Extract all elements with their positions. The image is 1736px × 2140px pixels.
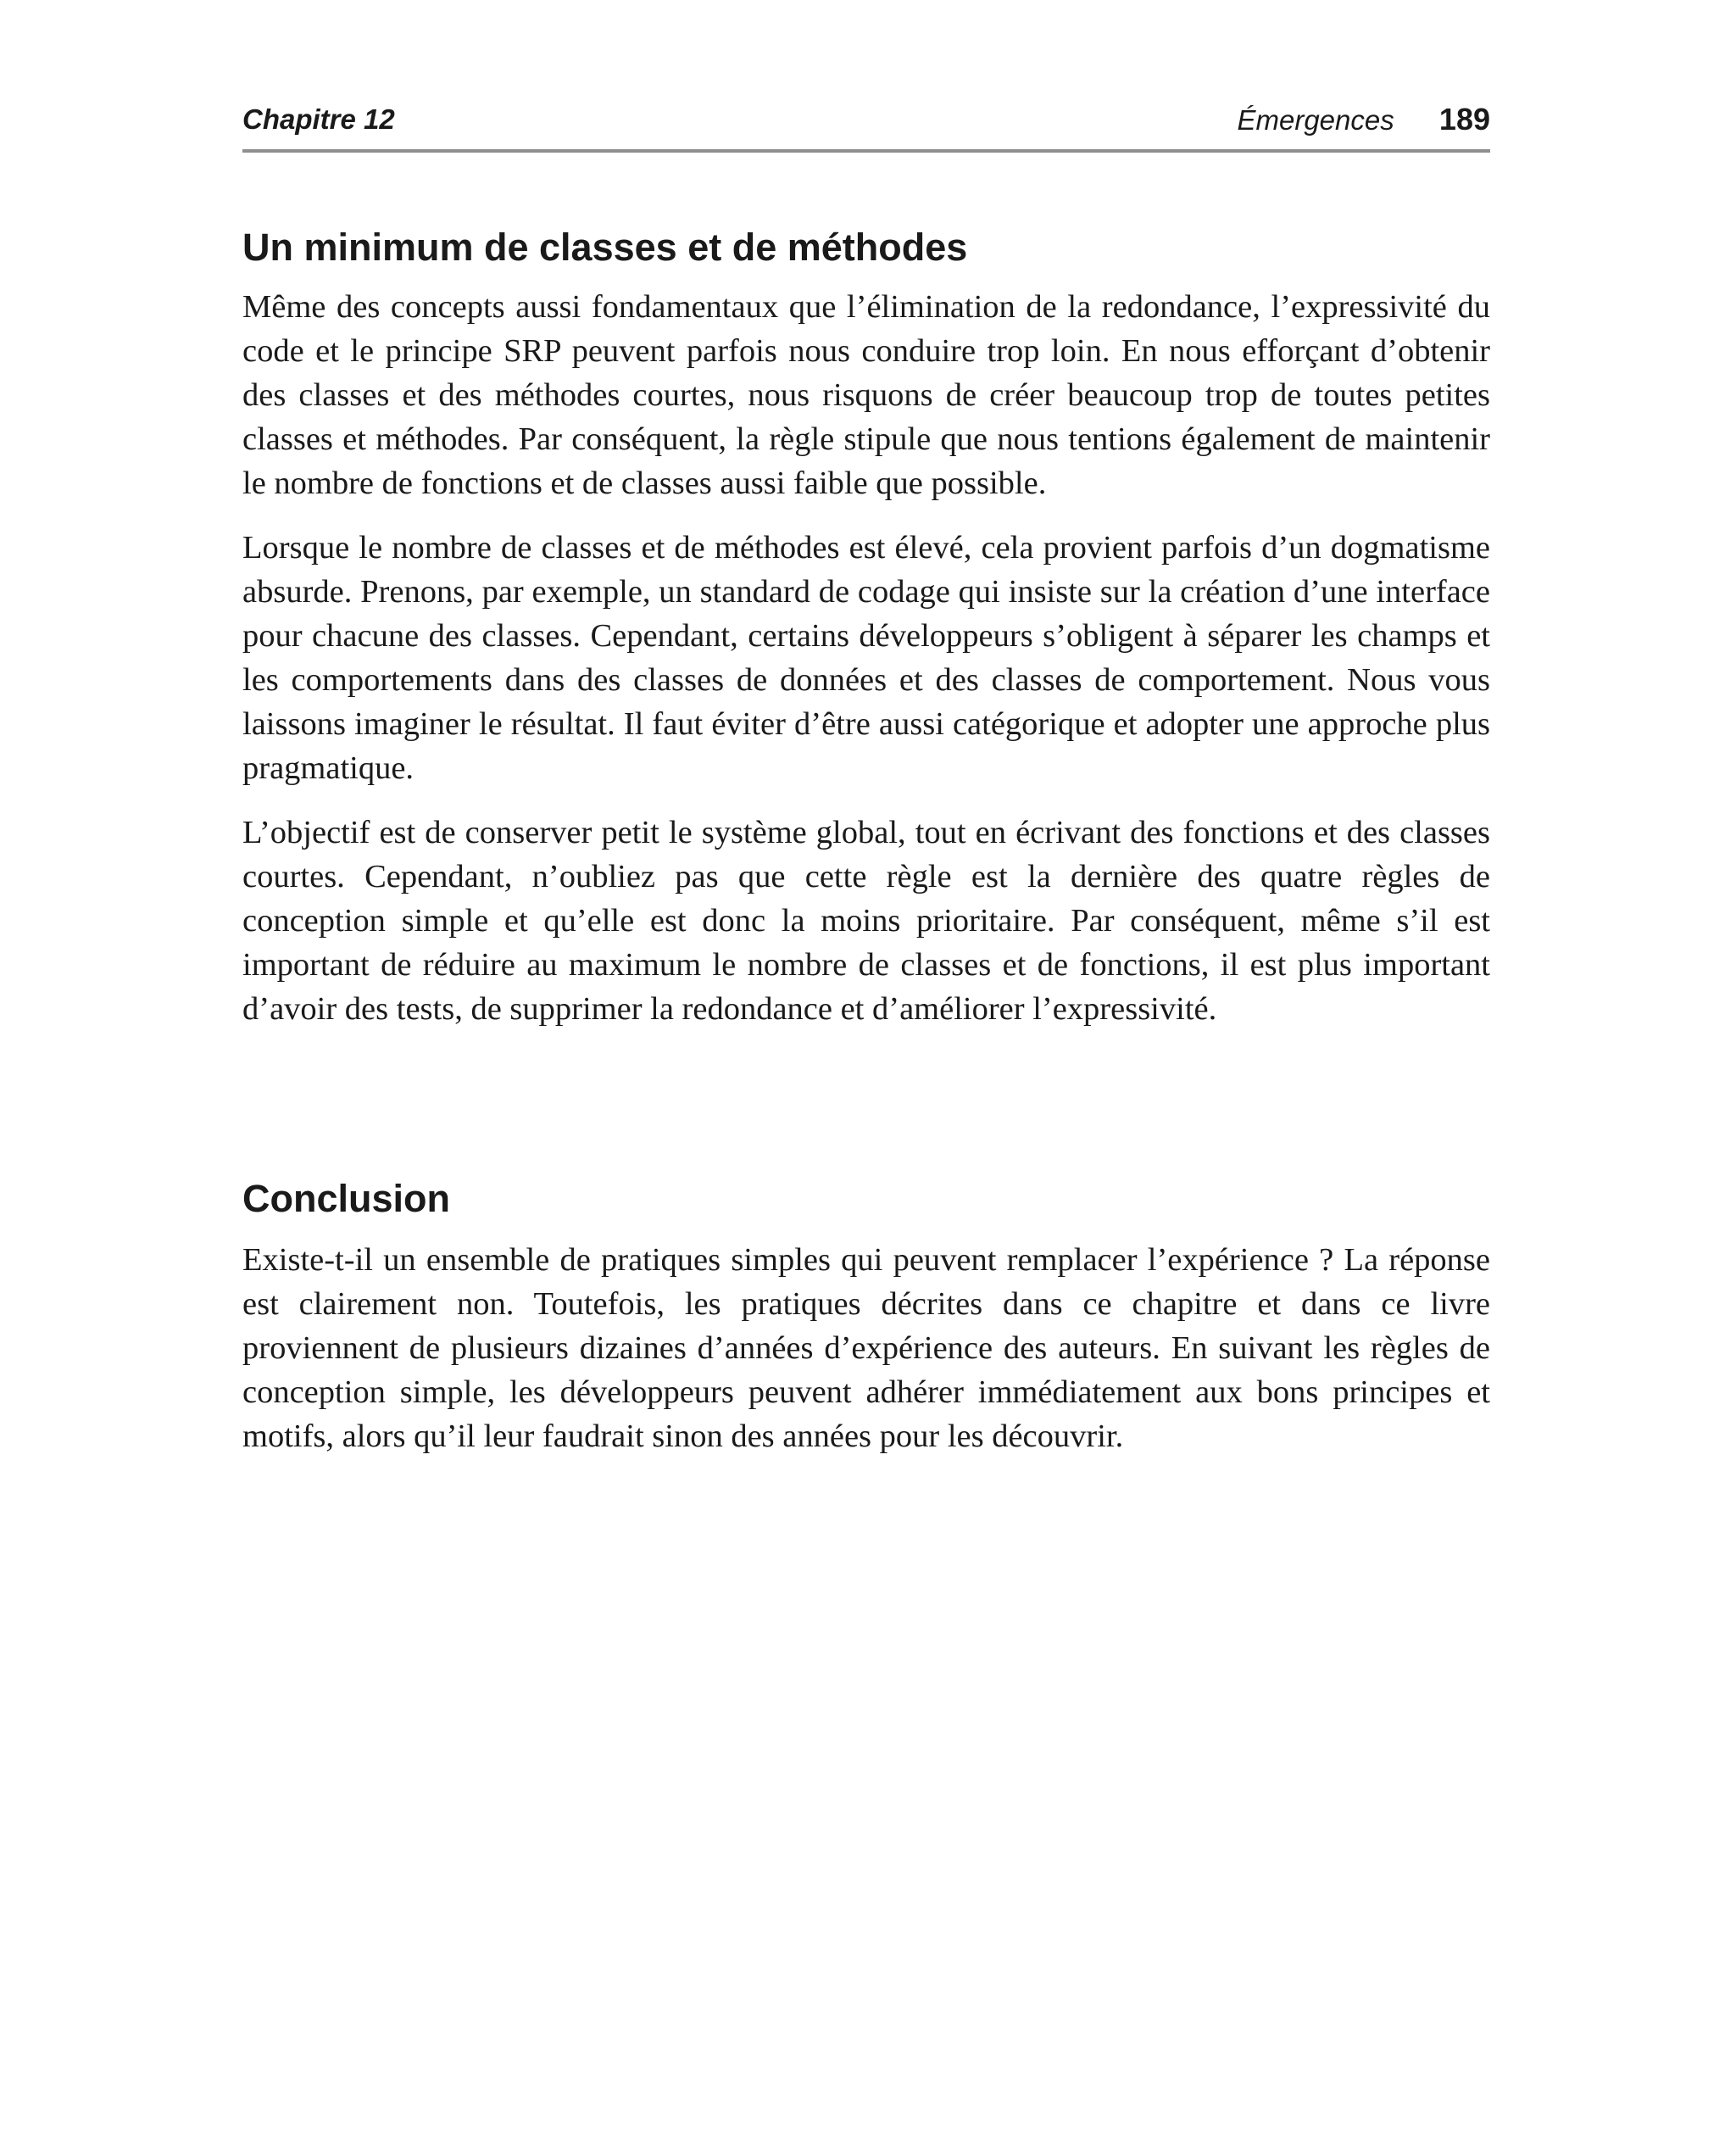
section-body-conclusion	[242, 1238, 1490, 1458]
running-header	[242, 100, 1490, 139]
paragraph: Lorsque le nombre de classes et de méthodes est élevé, cela provient parfois d’un dogmatisme absurde. Prenons, par exemple, un standard de codage qui insiste sur la création d’une interface pour chacune des classes. Cependant, certains développeurs s’obligent à séparer les champs et les comportements dans des classes de données et des classes de comportement. Nous vous laissons imaginer le résultat. Il faut éviter d’être aussi catégorique et adopter une approche plus pragmatique.	[242, 530, 1490, 786]
paragraph: Même des concepts aussi fondamentaux que l’élimination de la redondance, l’expressivité du code et le principe SRP peuvent parfois nous conduire trop loin. En nous efforçant d’obtenir des classes et des méthodes courtes, nous risquons de créer beaucoup trop de toutes petites classes et méthodes. Par conséquent, la règle stipule que nous tentions également de maintenir le nombre de fonctions et de classes aussi faible que possible.	[242, 289, 1490, 501]
header-right	[1237, 100, 1490, 140]
section-body-minimum	[242, 285, 1490, 1031]
paragraph: Existe-t-il un ensemble de pratiques simples qui peuvent remplacer l’expérience ? La réponse est clairement non. Toutefois, les pratiques décrites dans ce chapitre et dans ce livre proviennent de plusieurs dizaines d’années d’expérience des auteurs. En suivant les règles de conception simple, les développeurs peuvent adhérer immédiatement aux bons principes et motifs, alors qu’il leur faudrait sinon des années pour les découvrir.	[242, 1242, 1490, 1454]
section-label: Émergences	[1237, 104, 1394, 136]
header-divider	[242, 149, 1490, 153]
page-number: 189	[1438, 102, 1490, 137]
section-heading-conclusion: Conclusion	[242, 1177, 450, 1220]
section-heading-minimum: Un minimum de classes et de méthodes	[242, 226, 968, 269]
chapter-label: Chapitre 12	[242, 103, 395, 135]
paragraph: L’objectif est de conserver petit le système global, tout en écrivant des fonctions et des classes courtes. Cependant, n’oubliez pas que cette règle est la dernière des quatre règles de conception simple et qu’elle est donc la moins prioritaire. Par conséquent, même s’il est important de réduire au maximum le nombre de classes et de fonctions, il est plus important d’avoir des tests, de supprimer la redondance et d’améliorer l’expressivité.	[242, 815, 1490, 1027]
